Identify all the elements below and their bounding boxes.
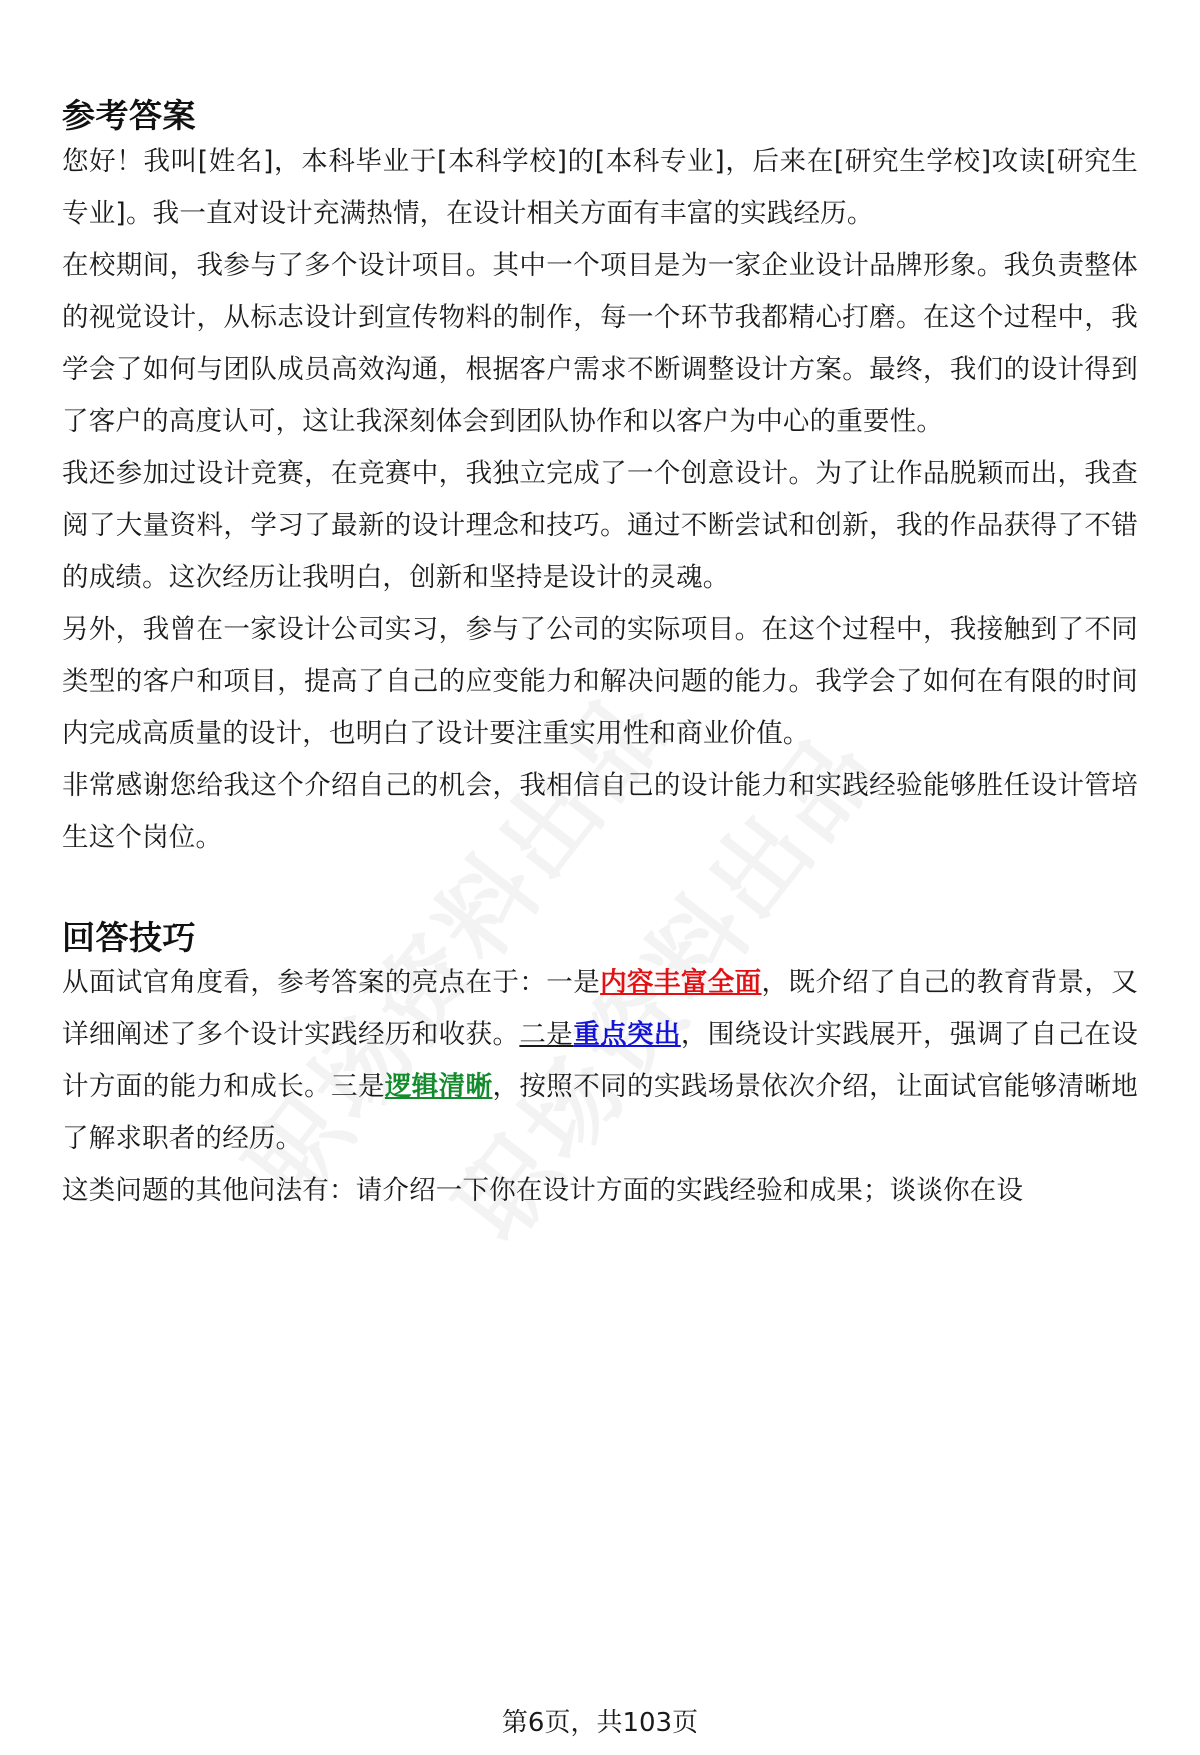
highlight-key-points: 重点突出 — [573, 1019, 681, 1051]
highlight-clear-logic: 逻辑清晰 — [384, 1071, 493, 1103]
page-number-label: 第6页，共103页 — [501, 1707, 699, 1738]
tips-text-lead2: 二是 — [519, 1019, 574, 1051]
section-heading-answer-tips: 回答技巧 — [62, 917, 196, 957]
paragraph: 另外，我曾在一家设计公司实习，参与了公司的实际项目。在这个过程中，我接触到了不同类型的客户和项目，提高了自己的应变能力和解决问题的能力。我学会了如何在有限的时间内完成高质量的设计，也明白了设计要注重实用性和商业价值。 — [62, 613, 1138, 749]
paragraph-answer-tips — [62, 957, 1138, 1165]
paragraph: 您好！我叫[姓名]，本科毕业于[本科学校]的[本科专业]，后来在[研究生学校]攻读[研究生专业]。我一直对设计充满热情，在设计相关方面有丰富的实践经历。 — [62, 145, 1138, 229]
paragraph: 非常感谢您给我这个介绍自己的机会，我相信自己的设计能力和实践经验能够胜任设计管培生这个岗位。 — [62, 769, 1138, 853]
page-footer — [0, 1708, 1200, 1739]
paragraph: 我还参加过设计竞赛，在竞赛中，我独立完成了一个创意设计。为了让作品脱颖而出，我查阅了大量资料，学习了最新的设计理念和技巧。通过不断尝试和创新，我的作品获得了不错的成绩。这次经历让我明白，创新和坚持是设计的灵魂。 — [62, 457, 1138, 593]
paragraph-closing: 这类问题的其他问法有：请介绍一下你在设计方面的实践经验和成果；谈谈你在设 — [62, 1175, 1024, 1207]
tips-text-part4: ，按照不同的实践场景依次介绍，让面试官能够清晰地了解求职者的经历。 — [62, 1071, 1138, 1155]
section-heading-reference-answer: 参考答案 — [62, 96, 196, 135]
tips-text-part3: ，围绕设计实践展开，强调了自己在设计方面的能力和成长。三是 — [62, 1019, 1138, 1103]
tips-text-part1: 从面试官角度看，参考答案的亮点在于：一是 — [62, 967, 601, 999]
paragraph: 在校期间，我参与了多个设计项目。其中一个项目是为一家企业设计品牌形象。我负责整体的视觉设计，从标志设计到宣传物料的制作，每一个环节我都精心打磨。在这个过程中，我学会了如何与团队成员高效沟通，根据客户需求不断调整设计方案。最终，我们的设计得到了客户的高度认可，这让我深刻体会到团队协作和以客户为中心的重要性。 — [62, 249, 1138, 437]
tips-text-part2: ，既介绍了自己的教育背景，又详细阐述了多个设计实践经历和收获。 — [62, 967, 1139, 1051]
highlight-content-comprehensive: 内容丰富全面 — [600, 967, 762, 999]
